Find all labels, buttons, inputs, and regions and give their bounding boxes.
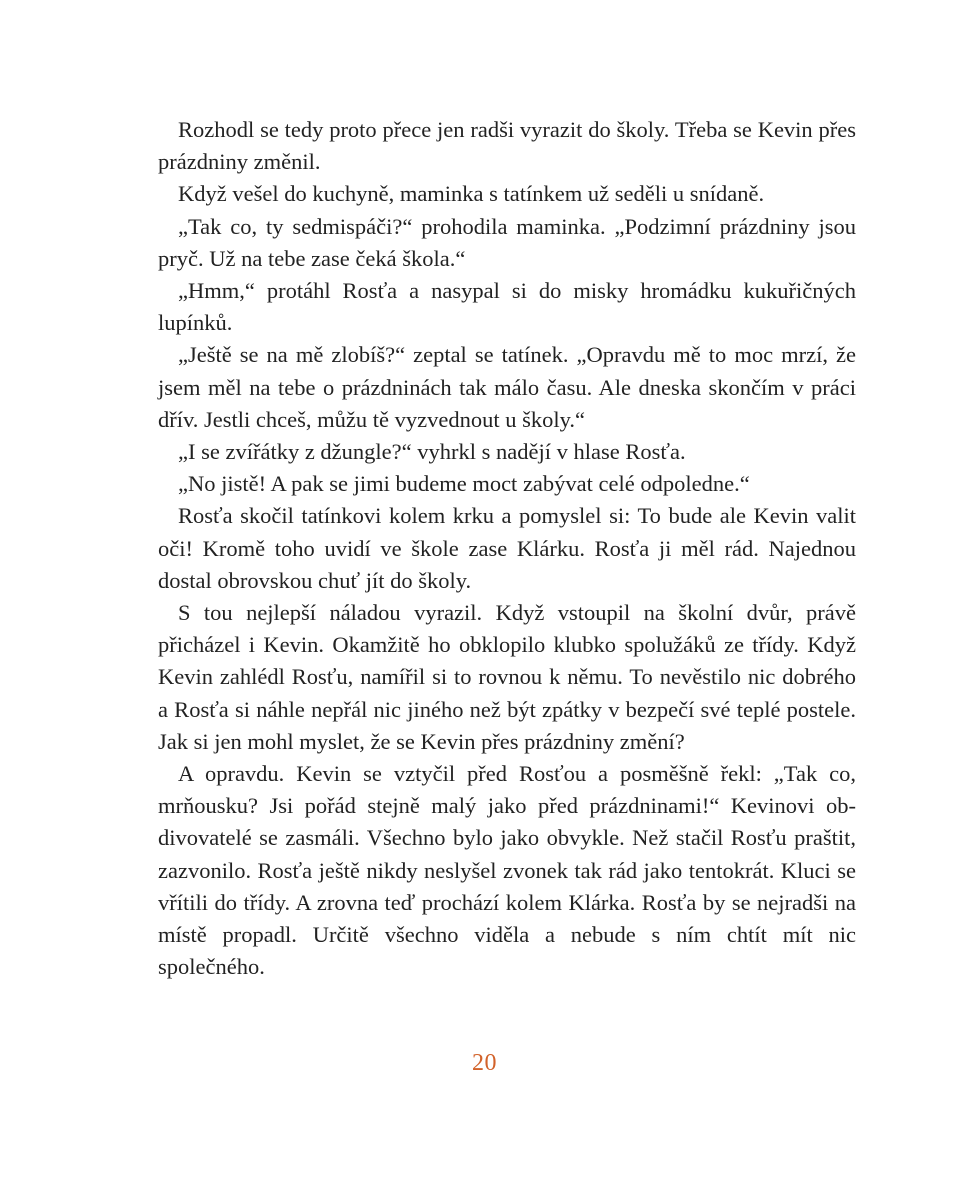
paragraph-3: „Tak co, ty sedmispáči?“ prohodila maminka. „Podzimní prázdniny jsou pryč. Už na tebe zase čeká škola.“ <box>158 213 856 271</box>
paragraph-5: „Ještě se na mě zlobíš?“ zeptal se tatínek. „Opravdu mě to moc mrzí, že jsem měl na tebe o prázdninách tak málo času. Ale dneska skončím v práci dřív. Jestli chceš, můžu tě vyzvednout u školy.“ <box>158 342 856 432</box>
paragraph-9: S tou nejlepší náladou vyrazil. Když vstoupil na školní dvůr, právě přicházel i Kevin. Okamžitě ho obklopilo klubko spolužáků ze třídy. Když Kevin zahlédl Rosťu, namířil si to rovnou k němu. To nevěstilo nic dobrého a Rosťa si náhle nepřál nic jiného než být zpátky v bezpečí své teplé postele. Jak si jen mohl myslet, že se Kevin přes prázdniny změní? <box>158 600 856 754</box>
body-text <box>158 114 856 983</box>
paragraph-10: A opravdu. Kevin se vztyčil před Rosťou a posměšně řekl: „Tak co, mrňousku? Jsi pořád stejně malý jako před prázdninami!“ Kevinovi obdivovatelé se zasmáli. Všechno bylo jako obvykle. Než stačil Rosťu praštit, zazvonilo. Rosťa ještě nikdy neslyšel zvonek tak rád jako tentokrát. Kluci se vřítili do třídy. A zrovna teď prochází kolem Klárka. Rosťa by se nejradši na místě propadl. Určitě všechno viděla a nebude s ním chtít mít nic společného. <box>158 761 856 980</box>
paragraph-7: „No jistě! A pak se jimi budeme moct zabývat celé odpoledne.“ <box>178 471 750 497</box>
paragraph-6: „I se zvířátky z džungle?“ vyhrkl s nadějí v hlase Rosťa. <box>178 439 686 465</box>
paragraph-4: „Hmm,“ protáhl Rosťa a nasypal si do misky hromádku kukuřičných lupínků. <box>158 278 856 336</box>
paragraph-8: Rosťa skočil tatínkovi kolem krku a pomyslel si: To bude ale Kevin valit oči! Kromě toho uvidí ve škole zase Klárku. Rosťa ji měl rád. Najednou dostal obrovskou chuť jít do školy. <box>158 503 856 593</box>
paragraph-2: Když vešel do kuchyně, maminka s tatínkem už seděli u snídaně. <box>178 181 765 207</box>
page-number: 20 <box>472 1050 497 1076</box>
paragraph-1: Rozhodl se tedy proto přece jen radši vyrazit do školy. Třeba se Kevin přes prázdniny změnil. <box>158 117 856 175</box>
